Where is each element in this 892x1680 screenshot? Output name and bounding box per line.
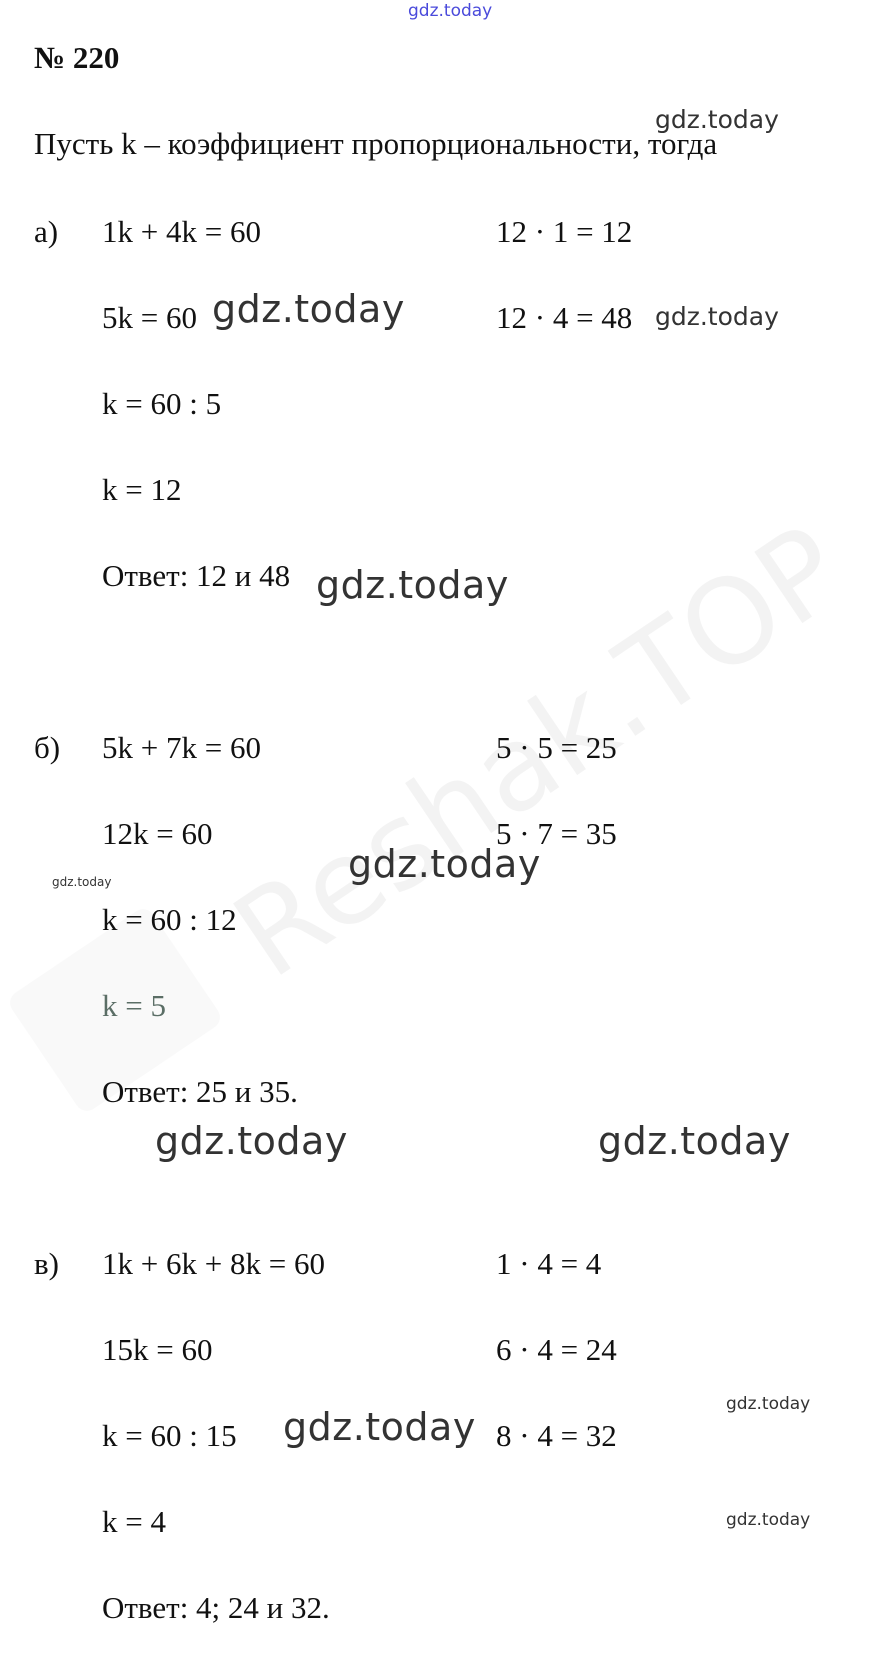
part-a-marker: а): [34, 214, 59, 249]
watermark: gdz.today: [52, 875, 112, 889]
watermark: gdz.today: [655, 302, 779, 331]
part-v-equation: k = 60 : 15: [102, 1418, 237, 1453]
part-b-equation: 12k = 60: [102, 816, 213, 851]
part-v-result: 6 · 4 = 24: [496, 1332, 617, 1367]
part-a-equation: 5k = 60: [102, 300, 197, 335]
part-v-result: 8 · 4 = 32: [496, 1418, 617, 1453]
watermark: gdz.today: [726, 1510, 811, 1530]
part-a-result: 12 · 1 = 12: [496, 214, 633, 249]
part-v-equation: 1k + 6k + 8k = 60: [102, 1246, 325, 1281]
part-b-marker: б): [34, 730, 61, 765]
part-a-equation: k = 60 : 5: [102, 386, 222, 421]
part-b-equation: k = 5: [102, 988, 166, 1023]
watermark: gdz.today: [212, 287, 405, 331]
part-b-result: 5 · 7 = 35: [496, 816, 617, 851]
watermark: gdz.today: [316, 563, 509, 607]
watermark: gdz.today: [348, 842, 541, 886]
watermark: gdz.today: [598, 1119, 791, 1163]
watermark: gdz.today: [155, 1119, 348, 1163]
part-a-equation: 1k + 4k = 60: [102, 214, 261, 249]
part-b-equation: k = 60 : 12: [102, 902, 237, 937]
part-a-answer: Ответ: 12 и 48: [102, 558, 291, 593]
part-v-result: 1 · 4 = 4: [496, 1246, 602, 1281]
part-a-result: 12 · 4 = 48: [496, 300, 633, 335]
part-v-answer: Ответ: 4; 24 и 32.: [102, 1590, 330, 1625]
watermark: gdz.today: [283, 1405, 476, 1449]
watermark: gdz.today: [655, 105, 779, 134]
part-a-equation: k = 12: [102, 472, 182, 507]
part-b-equation: 5k + 7k = 60: [102, 730, 261, 765]
part-v-equation: 15k = 60: [102, 1332, 213, 1367]
watermark-top: gdz.today: [408, 1, 493, 21]
part-v-equation: k = 4: [102, 1504, 166, 1539]
part-b-result: 5 · 5 = 25: [496, 730, 617, 765]
problem-intro: Пусть k – коэффициент пропорциональности, тогда: [34, 126, 718, 161]
part-v-marker: в): [34, 1246, 59, 1281]
watermark: gdz.today: [726, 1394, 811, 1414]
problem-title: № 220: [34, 40, 120, 75]
part-b-answer: Ответ: 25 и 35.: [102, 1074, 298, 1109]
